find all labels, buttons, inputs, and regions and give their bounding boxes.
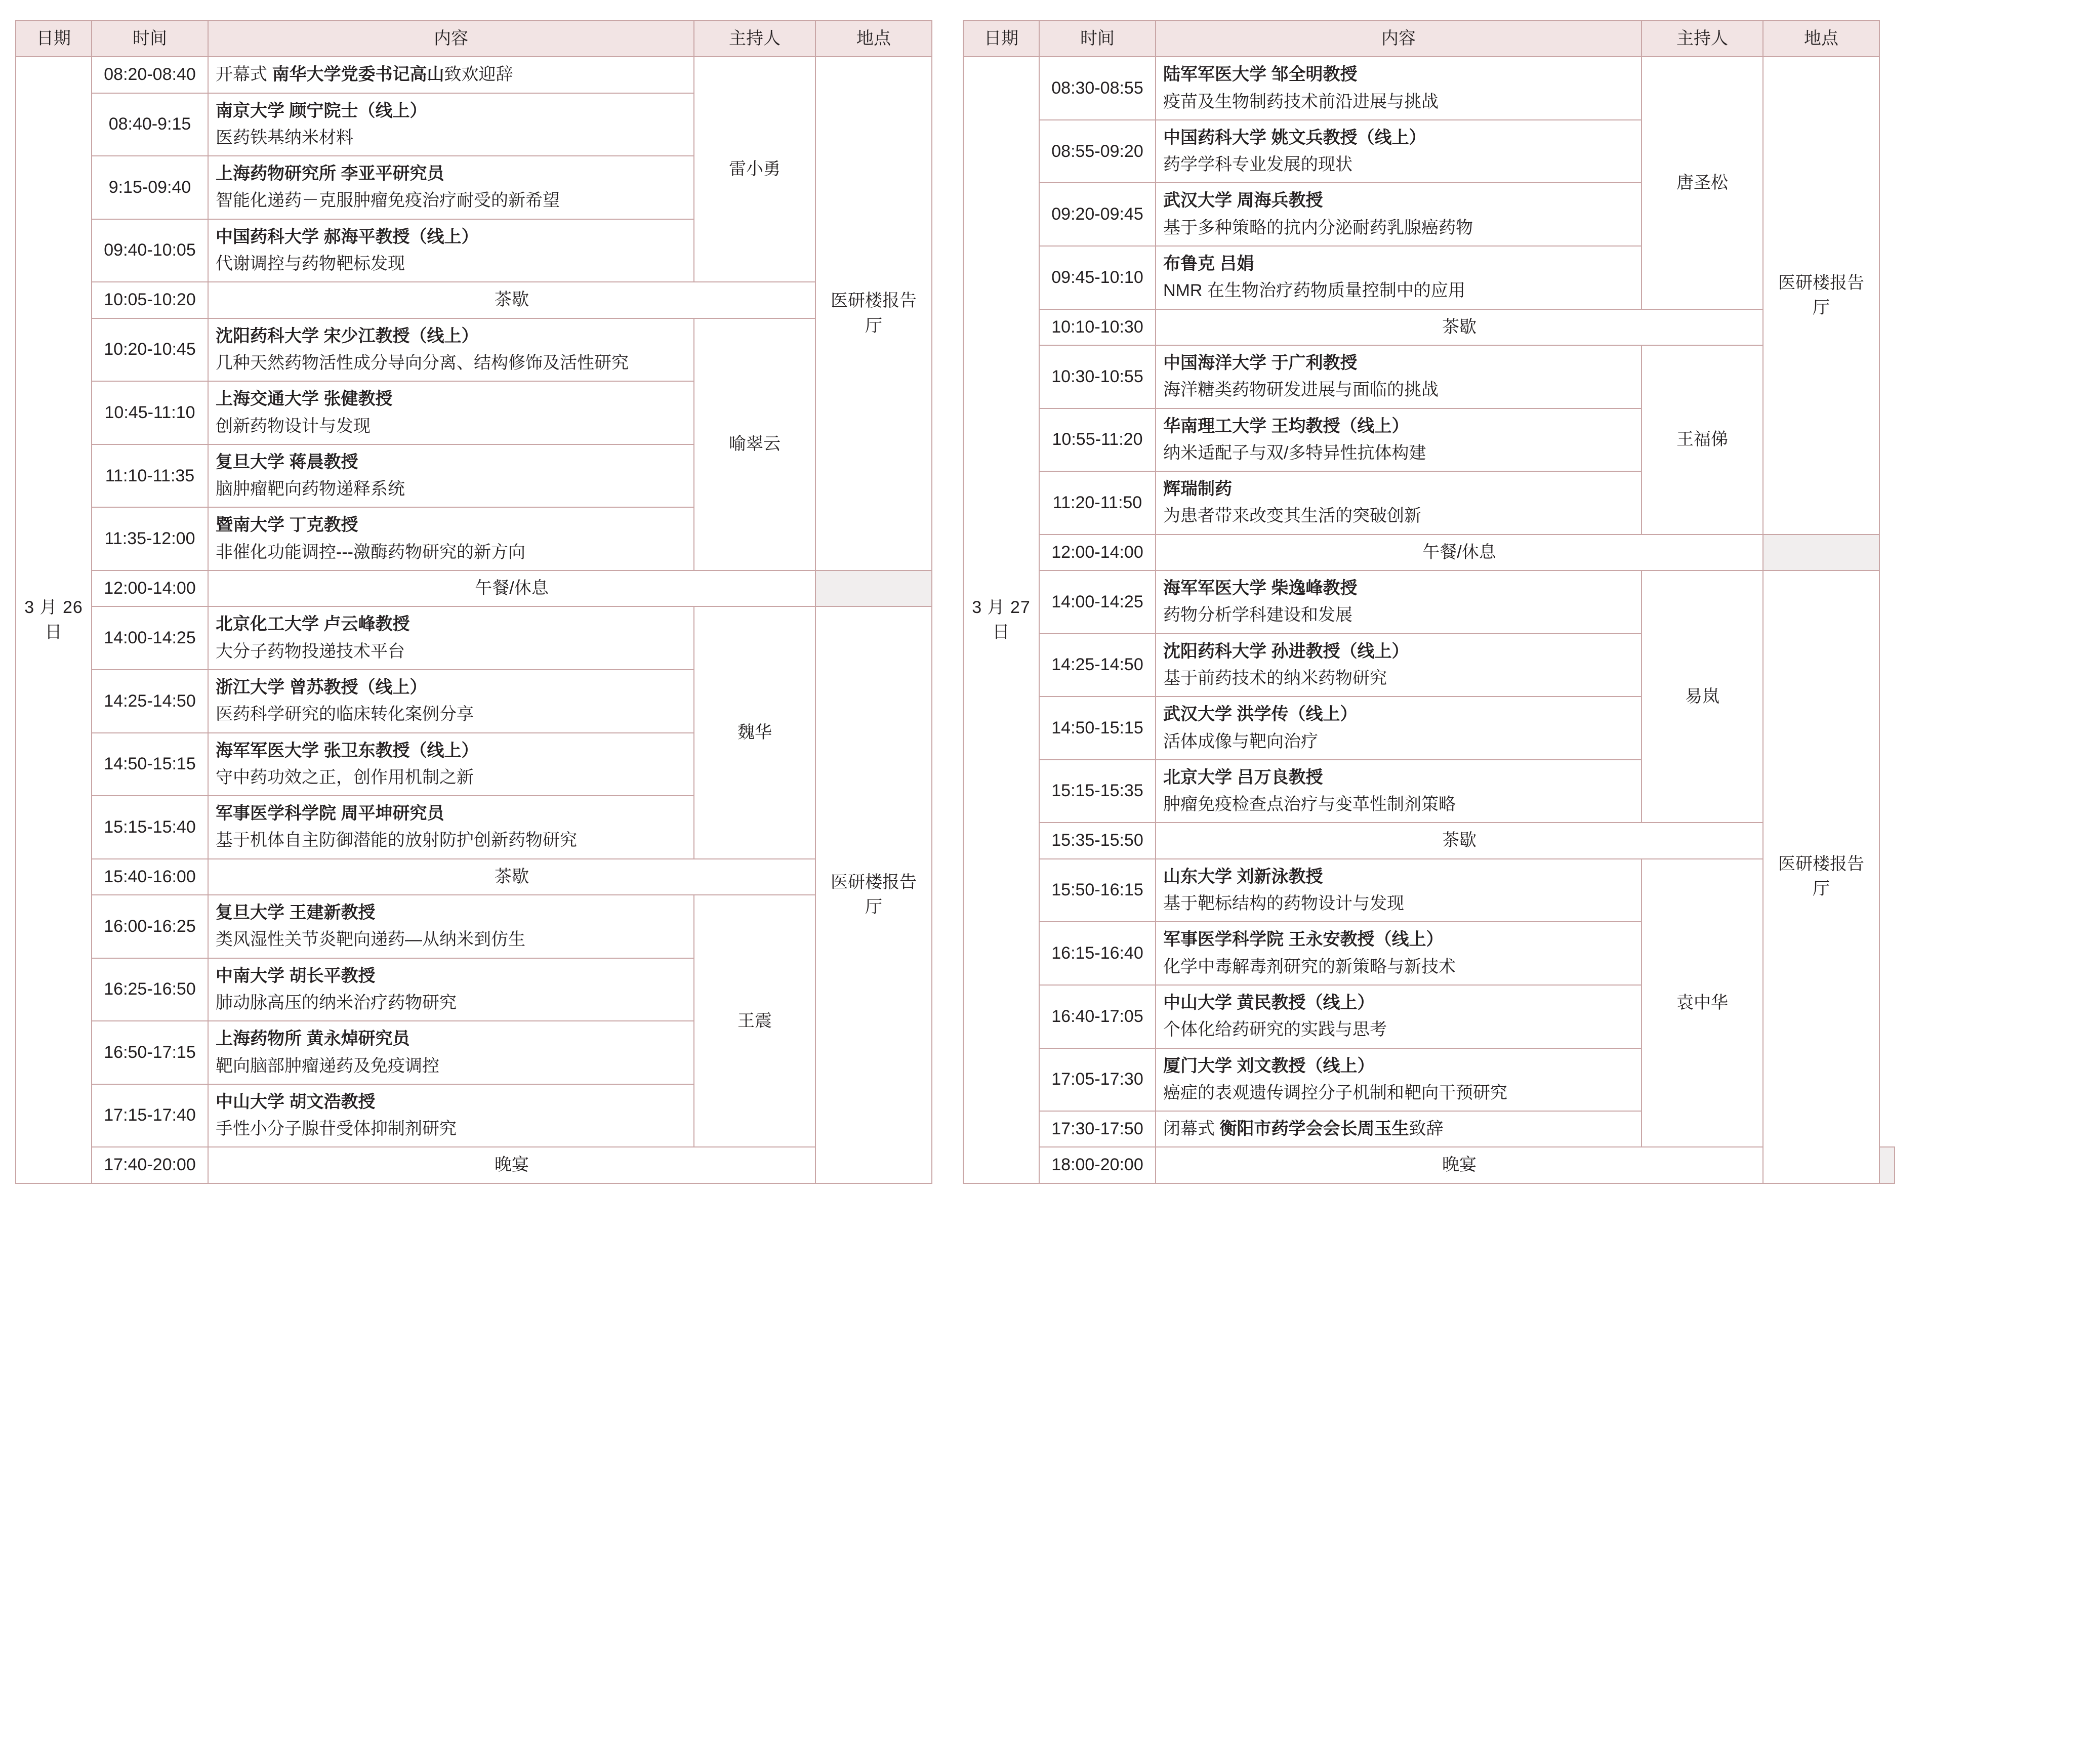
cell-place-empty xyxy=(815,570,932,606)
session-title: 中国药科大学 郝海平教授（线上） xyxy=(216,227,479,247)
cell-time: 18:00-20:00 xyxy=(1039,1147,1156,1183)
cell-place-empty xyxy=(1879,1147,1895,1183)
session-title: 厦门大学 刘文教授（线上） xyxy=(1163,1056,1375,1076)
cell-break: 午餐/休息 xyxy=(208,570,815,606)
table-row xyxy=(963,823,1895,858)
session-subtitle: 药物分析学科建设和发展 xyxy=(1163,605,1352,625)
session-subtitle: 非催化功能调控---激酶药物研究的新方向 xyxy=(216,542,525,562)
cell-time: 14:25-14:50 xyxy=(92,670,208,733)
session-title: 复旦大学 蒋晨教授 xyxy=(216,452,358,472)
cell-content xyxy=(1156,922,1642,985)
cell-time: 08:30-08:55 xyxy=(1039,57,1156,120)
cell-time: 14:00-14:25 xyxy=(92,606,208,670)
cell-time: 15:15-15:40 xyxy=(92,796,208,859)
column-header-content: 内容 xyxy=(1156,21,1642,57)
cell-content xyxy=(208,219,694,282)
session-title: 中国药科大学 姚文兵教授（线上） xyxy=(1163,128,1426,147)
cell-content xyxy=(1156,120,1642,183)
cell-content xyxy=(1156,246,1642,309)
cell-date: 3 月 26 日 xyxy=(16,57,92,1183)
cell-time: 10:45-11:10 xyxy=(92,381,208,444)
cell-time: 08:40-9:15 xyxy=(92,93,208,156)
session-title: 上海交通大学 张健教授 xyxy=(216,389,393,409)
session-subtitle: 代谢调控与药物靶标发现 xyxy=(216,254,405,274)
cell-time: 17:15-17:40 xyxy=(92,1084,208,1147)
cell-break: 茶歇 xyxy=(208,859,815,895)
cell-content xyxy=(1156,345,1642,408)
table-header-row xyxy=(963,21,1895,57)
session-subtitle: 基于多种策略的抗内分泌耐药乳腺癌药物 xyxy=(1163,218,1473,237)
session-subtitle: 几种天然药物活性成分导向分离、结构修饰及活性研究 xyxy=(216,353,629,373)
cell-content xyxy=(208,733,694,796)
session-subtitle: NMR 在生物治疗药物质量控制中的应用 xyxy=(1163,281,1465,301)
cell-time: 10:30-10:55 xyxy=(1039,345,1156,408)
cell-content xyxy=(208,1021,694,1084)
session-subtitle: 癌症的表观遗传调控分子机制和靶向干预研究 xyxy=(1163,1083,1507,1102)
session-subtitle: 创新药物设计与发现 xyxy=(216,416,371,436)
table-row xyxy=(963,535,1895,570)
cell-time: 10:10-10:30 xyxy=(1039,309,1156,345)
cell-content xyxy=(208,796,694,859)
cell-host: 易岚 xyxy=(1642,570,1763,823)
table-row xyxy=(963,57,1895,120)
cell-host: 喻翠云 xyxy=(694,318,815,570)
column-header-date: 日期 xyxy=(16,21,92,57)
table-row xyxy=(963,570,1895,634)
cell-content xyxy=(1156,859,1642,922)
cell-content xyxy=(208,381,694,444)
cell-content xyxy=(208,958,694,1021)
cell-place: 医研楼报告厅 xyxy=(815,606,932,1183)
cell-time: 10:05-10:20 xyxy=(92,282,208,318)
cell-content xyxy=(1156,183,1642,246)
session-title: 北京化工大学 卢云峰教授 xyxy=(216,614,410,634)
session-title: 中国海洋大学 于广利教授 xyxy=(1163,353,1358,373)
cell-time: 16:00-16:25 xyxy=(92,895,208,958)
session-subtitle: 海洋糖类药物研发进展与面临的挑战 xyxy=(1163,380,1439,400)
session-title: 陆军军医大学 邹全明教授 xyxy=(1163,65,1358,85)
session-subtitle: 个体化给药研究的实践与思考 xyxy=(1163,1020,1387,1040)
cell-time: 16:40-17:05 xyxy=(1039,985,1156,1048)
column-header-place: 地点 xyxy=(815,21,932,57)
cell-time: 09:40-10:05 xyxy=(92,219,208,282)
session-title: 沈阳药科大学 宋少江教授（线上） xyxy=(216,326,479,346)
session-title: 军事医学科学院 周平坤研究员 xyxy=(216,804,444,824)
session-subtitle: 手性小分子腺苷受体抑制剂研究 xyxy=(216,1119,457,1139)
cell-time: 16:15-16:40 xyxy=(1039,922,1156,985)
cell-content xyxy=(208,1084,694,1147)
agenda-table-day2 xyxy=(963,20,1895,1184)
table-row xyxy=(963,345,1895,408)
cell-time: 14:50-15:15 xyxy=(92,733,208,796)
session-subtitle: 活体成像与靶向治疗 xyxy=(1163,731,1318,751)
cell-place-empty xyxy=(1763,535,1879,570)
table-row xyxy=(16,282,932,318)
cell-content xyxy=(208,606,694,670)
session-title: 上海药物研究所 李亚平研究员 xyxy=(216,164,444,184)
session-subtitle: 大分子药物投递技术平台 xyxy=(216,641,405,661)
table-row xyxy=(963,309,1895,345)
cell-time: 08:55-09:20 xyxy=(1039,120,1156,183)
session-label: 开幕式 xyxy=(216,65,267,85)
cell-time: 9:15-09:40 xyxy=(92,156,208,219)
cell-content xyxy=(208,318,694,382)
cell-time: 10:55-11:20 xyxy=(1039,408,1156,472)
session-title: 山东大学 刘新泳教授 xyxy=(1163,867,1323,886)
cell-content xyxy=(1156,1111,1642,1147)
session-subtitle: 基于靶标结构的药物设计与发现 xyxy=(1163,894,1404,914)
cell-time: 11:35-12:00 xyxy=(92,507,208,570)
cell-time: 15:50-16:15 xyxy=(1039,859,1156,922)
cell-place: 医研楼报告厅 xyxy=(1763,57,1879,534)
session-speaker: 南华大学党委书记高山 xyxy=(272,65,444,85)
cell-time: 12:00-14:00 xyxy=(1039,535,1156,570)
session-title: 海军军医大学 柴逸峰教授 xyxy=(1163,579,1358,598)
session-title: 中山大学 黄民教授（线上） xyxy=(1163,993,1375,1012)
cell-time: 08:20-08:40 xyxy=(92,57,208,93)
cell-time: 14:50-15:15 xyxy=(1039,696,1156,760)
session-subtitle: 为患者带来改变其生活的突破创新 xyxy=(1163,506,1421,526)
table-row xyxy=(16,859,932,895)
session-title: 北京大学 吕万良教授 xyxy=(1163,767,1323,787)
cell-time: 14:00-14:25 xyxy=(1039,570,1156,634)
session-subtitle: 医药科学研究的临床转化案例分享 xyxy=(216,705,474,724)
session-title: 海军军医大学 张卫东教授（线上） xyxy=(216,741,479,760)
cell-content xyxy=(1156,57,1642,120)
table-row xyxy=(16,606,932,670)
session-subtitle: 脑肿瘤靶向药物递释系统 xyxy=(216,479,405,499)
cell-host: 袁中华 xyxy=(1642,859,1763,1147)
session-title: 复旦大学 王建新教授 xyxy=(216,903,376,923)
session-title: 浙江大学 曾苏教授（线上） xyxy=(216,677,427,697)
session-tail: 致辞 xyxy=(1409,1119,1444,1139)
cell-time: 15:15-15:35 xyxy=(1039,760,1156,823)
cell-break: 午餐/休息 xyxy=(1156,535,1763,570)
table-row xyxy=(16,895,932,958)
column-header-host: 主持人 xyxy=(694,21,815,57)
session-subtitle: 药学学科专业发展的现状 xyxy=(1163,155,1352,175)
cell-break: 晚宴 xyxy=(208,1147,815,1183)
column-header-date: 日期 xyxy=(963,21,1039,57)
column-header-place: 地点 xyxy=(1763,21,1879,57)
session-title: 沈阳药科大学 孙进教授（线上） xyxy=(1163,641,1409,661)
session-subtitle: 化学中毒解毒剂研究的新策略与新技术 xyxy=(1163,957,1456,976)
table-row xyxy=(963,1147,1895,1183)
cell-time: 09:45-10:10 xyxy=(1039,246,1156,309)
cell-time: 14:25-14:50 xyxy=(1039,634,1156,697)
cell-content xyxy=(208,670,694,733)
session-subtitle: 靶向脑部肿瘤递药及免疫调控 xyxy=(216,1056,439,1076)
table-row xyxy=(16,1147,932,1183)
cell-content xyxy=(208,156,694,219)
cell-content xyxy=(1156,760,1642,823)
session-title: 武汉大学 洪学传（线上） xyxy=(1163,705,1358,724)
session-subtitle: 智能化递药－克服肿瘤免疫治疗耐受的新希望 xyxy=(216,191,560,211)
cell-break: 茶歇 xyxy=(1156,823,1763,858)
cell-content xyxy=(1156,985,1642,1048)
cell-content xyxy=(1156,570,1642,634)
cell-content xyxy=(1156,634,1642,697)
session-title: 上海药物所 黄永焯研究员 xyxy=(216,1029,410,1049)
session-title: 辉瑞制药 xyxy=(1163,479,1232,499)
cell-content xyxy=(208,507,694,570)
cell-time: 15:35-15:50 xyxy=(1039,823,1156,858)
cell-break: 茶歇 xyxy=(208,282,815,318)
cell-content xyxy=(1156,696,1642,760)
session-tail: 致欢迎辞 xyxy=(444,65,513,85)
table-header-row xyxy=(16,21,932,57)
table-row xyxy=(16,318,932,382)
session-subtitle: 基于机体自主防御潜能的放射防护创新药物研究 xyxy=(216,831,577,850)
cell-content xyxy=(208,93,694,156)
session-subtitle: 肺动脉高压的纳米治疗药物研究 xyxy=(216,993,457,1012)
cell-content xyxy=(1156,408,1642,472)
cell-content xyxy=(208,444,694,508)
session-title: 华南理工大学 王均教授（线上） xyxy=(1163,416,1409,436)
cell-content xyxy=(208,57,694,93)
cell-time: 09:20-09:45 xyxy=(1039,183,1156,246)
session-title: 中南大学 胡长平教授 xyxy=(216,966,376,986)
cell-date: 3 月 27 日 xyxy=(963,57,1039,1183)
session-title: 中山大学 胡文浩教授 xyxy=(216,1092,376,1112)
session-speaker: 衡阳市药学会会长周玉生 xyxy=(1219,1119,1409,1139)
agenda-table-day1 xyxy=(15,20,932,1184)
cell-host: 王震 xyxy=(694,895,815,1147)
cell-time: 15:40-16:00 xyxy=(92,859,208,895)
cell-place: 医研楼报告厅 xyxy=(1763,570,1879,1183)
cell-time: 17:05-17:30 xyxy=(1039,1048,1156,1112)
column-header-time: 时间 xyxy=(1039,21,1156,57)
cell-time: 16:25-16:50 xyxy=(92,958,208,1021)
cell-time: 10:20-10:45 xyxy=(92,318,208,382)
session-subtitle: 基于前药技术的纳米药物研究 xyxy=(1163,668,1387,688)
table-row xyxy=(963,859,1895,922)
cell-host: 王福俤 xyxy=(1642,345,1763,535)
cell-time: 16:50-17:15 xyxy=(92,1021,208,1084)
session-title: 武汉大学 周海兵教授 xyxy=(1163,191,1323,211)
column-header-time: 时间 xyxy=(92,21,208,57)
cell-content xyxy=(1156,1048,1642,1112)
session-subtitle: 肿瘤免疫检查点治疗与变革性制剂策略 xyxy=(1163,795,1456,814)
session-subtitle: 医药铁基纳米材料 xyxy=(216,128,353,147)
cell-break: 晚宴 xyxy=(1156,1147,1763,1183)
session-title: 南京大学 顾宁院士（线上） xyxy=(216,101,427,120)
column-header-content: 内容 xyxy=(208,21,694,57)
cell-break: 茶歇 xyxy=(1156,309,1763,345)
cell-content xyxy=(208,895,694,958)
table-row xyxy=(16,57,932,93)
cell-content xyxy=(1156,471,1642,535)
session-subtitle: 类风湿性关节炎靶向递药—从纳米到仿生 xyxy=(216,930,525,950)
session-title: 布鲁克 吕娟 xyxy=(1163,254,1254,274)
cell-time: 17:40-20:00 xyxy=(92,1147,208,1183)
session-label: 闭幕式 xyxy=(1163,1119,1215,1139)
session-title: 暨南大学 丁克教授 xyxy=(216,515,358,535)
cell-host: 雷小勇 xyxy=(694,57,815,282)
cell-time: 17:30-17:50 xyxy=(1039,1111,1156,1147)
session-title: 军事医学科学院 王永安教授（线上） xyxy=(1163,930,1444,950)
column-header-host: 主持人 xyxy=(1642,21,1763,57)
cell-time: 11:10-11:35 xyxy=(92,444,208,508)
session-subtitle: 纳米适配子与双/多特异性抗体构建 xyxy=(1163,443,1426,463)
cell-place: 医研楼报告厅 xyxy=(815,57,932,570)
session-subtitle: 疫苗及生物制药技术前沿进展与挑战 xyxy=(1163,92,1439,111)
cell-host: 魏华 xyxy=(694,606,815,858)
cell-time: 11:20-11:50 xyxy=(1039,471,1156,535)
cell-host: 唐圣松 xyxy=(1642,57,1763,309)
table-row xyxy=(16,570,932,606)
session-subtitle: 守中药功效之正，创作用机制之新 xyxy=(216,767,474,787)
cell-time: 12:00-14:00 xyxy=(92,570,208,606)
